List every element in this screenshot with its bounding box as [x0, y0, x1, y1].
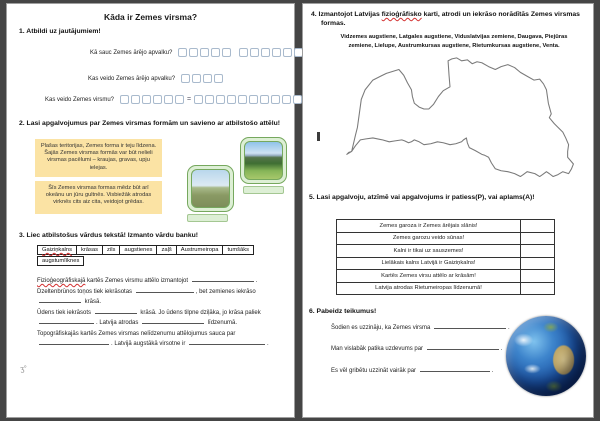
- letter-box[interactable]: [214, 74, 223, 83]
- word-bank-cell: tumšāks: [223, 246, 254, 255]
- word-bank-row: [38, 257, 84, 266]
- mountains-image-frame[interactable]: [240, 137, 287, 184]
- letter-box-group: [194, 95, 313, 104]
- blank-line[interactable]: [189, 339, 265, 345]
- blank-line[interactable]: [95, 308, 137, 314]
- statement-cell: Zemes garozu veido sūnas!: [337, 232, 521, 245]
- plains-image-frame[interactable]: [187, 165, 234, 212]
- fill-text: Ūdens tiek iekrāsots: [37, 309, 92, 316]
- word-bank-cell: Austrumeiropa: [176, 246, 223, 255]
- question-row-3: [45, 94, 313, 105]
- statement-cell: Lielākais kalns Latvijā ir Gaiziņkalns!: [337, 257, 521, 270]
- plains-photo: [191, 169, 230, 208]
- blank-line[interactable]: [427, 344, 499, 350]
- letter-box[interactable]: [153, 95, 162, 104]
- table-row: [337, 282, 555, 295]
- fill-text: krāsā.: [84, 299, 102, 305]
- letter-box[interactable]: [164, 95, 173, 104]
- earth-globe-image: [506, 316, 586, 396]
- letter-box[interactable]: [189, 48, 198, 57]
- letter-box[interactable]: [203, 74, 212, 83]
- section-5-header: 5. Lasi apgalvoju, atzīmē vai apgalvojums ir patiess(P), vai aplams(A)!: [309, 194, 535, 201]
- plains-image-bar: [187, 214, 228, 222]
- section-3-header: 3. Liec atbilstošus vārdus tekstā! Izmanto vārdu banku!: [19, 232, 199, 239]
- blank-line[interactable]: [434, 323, 506, 329]
- letter-box[interactable]: [192, 74, 201, 83]
- letter-box[interactable]: [205, 95, 214, 104]
- letter-box[interactable]: [120, 95, 129, 104]
- header-text: karti, atrodi un iekrāso norādītās Zemes virsmas formas.: [321, 11, 580, 27]
- fill-text: Dzeltenbrūnos toņos tiek iekrāsotas: [37, 288, 133, 295]
- section-1-header: 1. Atbildi uz jautājumiem!: [19, 28, 101, 35]
- letter-box[interactable]: [239, 48, 248, 57]
- sentence-text: Es vēl gribētu uzzināt vairāk par: [331, 368, 417, 374]
- section-6-header: 6. Pabeidz teikumus!: [309, 308, 377, 315]
- sentence-text: Man vislabāk patika uzdevums par: [331, 346, 424, 352]
- word-bank-row2: [37, 256, 84, 266]
- letter-box[interactable]: [216, 95, 225, 104]
- equals-sign: =: [187, 96, 192, 103]
- sentence-line-3: [331, 366, 493, 374]
- letter-box[interactable]: [250, 48, 259, 57]
- word-bank-cell: Gaiziņkalns: [38, 246, 77, 255]
- sentence-line-1: [331, 323, 510, 331]
- page-title: Kāda ir Zemes virsma?: [103, 12, 198, 22]
- blank-line[interactable]: [142, 318, 204, 324]
- letter-box-group: [181, 74, 223, 83]
- table-row: [337, 232, 555, 245]
- letter-box-group: [178, 48, 231, 57]
- sentence-line-2: [331, 344, 502, 352]
- latvia-map-outline[interactable]: [315, 56, 585, 190]
- letter-box[interactable]: [272, 48, 281, 57]
- letter-box[interactable]: [293, 95, 302, 104]
- letter-box[interactable]: [200, 48, 209, 57]
- blank-line[interactable]: [136, 287, 194, 293]
- landforms-word-list: Vidzemes augstiene, Latgales augstiene, Viduslatvijas zemiene, Daugava, Piejūras zemiene, Lielupe, Austrumkursas augstiene, Rietumkursas augstiene, Venta.: [340, 34, 568, 49]
- statement-cell: Zemes garoza ir Zemes ārējais slānis!: [337, 220, 521, 233]
- letter-box[interactable]: [283, 48, 292, 57]
- letter-box[interactable]: [194, 95, 203, 104]
- fill-in-text: [37, 276, 279, 350]
- answer-cell[interactable]: [521, 282, 555, 295]
- answer-cell[interactable]: [521, 270, 555, 283]
- answer-cell[interactable]: [521, 257, 555, 270]
- table-row: [337, 270, 555, 283]
- true-false-table: [336, 219, 555, 295]
- statement-cell: Latvija atrodas Rietumeiropas līdzenumā!: [337, 282, 521, 295]
- question-3-label: Kas veido Zemes virsmu?: [45, 96, 115, 103]
- letter-box[interactable]: [261, 48, 270, 57]
- sentence-end: .: [491, 368, 494, 374]
- letter-box[interactable]: [282, 95, 291, 104]
- letter-box[interactable]: [227, 95, 236, 104]
- sentence-end: .: [508, 325, 510, 331]
- question-row-1: [90, 47, 303, 58]
- fill-text: , bet zemienes iekrāso: [195, 288, 256, 295]
- word-bank: [37, 245, 254, 255]
- mountains-photo: [244, 141, 283, 180]
- blank-line[interactable]: [420, 366, 490, 372]
- misspelled-word: fizioģrāfisko: [381, 11, 422, 18]
- fill-text: . Latvija atrodas: [96, 320, 139, 326]
- question-2-label: Kas veido Zemes ārējo apvalku?: [88, 75, 176, 82]
- word-bank-cell: zaļš: [157, 246, 176, 255]
- answer-cell[interactable]: [521, 220, 555, 233]
- letter-box[interactable]: [238, 95, 247, 104]
- sentence-text: Šodien es uzzināju, ka Zemes virsma: [331, 325, 431, 331]
- worksheet-page-left: [7, 4, 294, 417]
- letter-box[interactable]: [211, 48, 220, 57]
- blank-line[interactable]: [39, 297, 81, 303]
- letter-box[interactable]: [175, 95, 184, 104]
- question-row-2: [88, 73, 223, 84]
- letter-box[interactable]: [222, 48, 231, 57]
- table-row: [337, 220, 555, 233]
- fill-text: kartēs Zemes virsmu attēlo izmantojot: [85, 278, 189, 284]
- word-bank-cell: augstienes: [120, 246, 157, 255]
- fill-text: krāsā. Jo ūdens tilpne dziļāka, jo krāsa paliek: [140, 309, 261, 316]
- statement-card-mountains[interactable]: Šīs Zemes virsmas formas mēdz būt arī okeānu un jūru gultnēs. Visbiežāk atrodas virknēs cits aiz cita, veidojot grēdas.: [35, 181, 162, 214]
- answer-cell[interactable]: [521, 245, 555, 258]
- misspelled-word: Fizioģeogrāfiskajā: [37, 278, 86, 284]
- worksheet-page-right: [303, 4, 593, 417]
- pencil-mark: ʒ°: [19, 363, 28, 374]
- letter-box[interactable]: [131, 95, 140, 104]
- blank-line[interactable]: [39, 339, 109, 345]
- blank-line[interactable]: [192, 276, 254, 282]
- statement-cell: Kalni ir tikai uz sauszemes!: [337, 245, 521, 258]
- header-text: 4. Izmantojot Latvijas: [311, 11, 382, 18]
- table-row: [337, 245, 555, 258]
- question-1-label: Kā sauc Zemes ārējo apvalku?: [90, 49, 173, 56]
- letter-box[interactable]: [142, 95, 151, 104]
- letter-box-group: [120, 95, 184, 104]
- fill-text: līdzenumā.: [207, 320, 238, 326]
- word-bank-cell: krāsas: [76, 246, 102, 255]
- letter-box-group: [239, 48, 303, 57]
- statement-cell: Kartēs Zemes virsu attēlo ar krāsām!: [337, 270, 521, 283]
- statement-card-plains[interactable]: Plašas teritorijas, Zemes forma ir teju līdzena. Šajās Zemes virsmas formās var būt nelieli virsmas pacēlumi – kraujas, gravas, upju ielejas.: [35, 139, 162, 177]
- letter-box[interactable]: [181, 74, 190, 83]
- section-4-header: [311, 10, 587, 28]
- fill-text: .: [255, 278, 258, 284]
- section-2-header: 2. Lasi apgalvojumus par Zemes virsmas formām un savieno ar atbilstošo attēlu!: [19, 120, 281, 127]
- blank-line[interactable]: [39, 318, 94, 324]
- mountains-image-bar: [243, 186, 284, 194]
- answer-cell[interactable]: [521, 232, 555, 245]
- word-bank-cell: augstumlīknes: [38, 257, 84, 266]
- letter-box[interactable]: [178, 48, 187, 57]
- sentence-end: .: [500, 346, 503, 352]
- letter-box[interactable]: [271, 95, 280, 104]
- word-bank-cell: zils: [103, 246, 120, 255]
- fill-text: Topogrāfiskajās kartēs Zemes virsmas nelīdzenumu attēlojumus sauca par: [37, 330, 236, 337]
- word-bank-row: [38, 246, 254, 255]
- table-row: [337, 257, 555, 270]
- letter-box[interactable]: [260, 95, 269, 104]
- fill-text: . Latvijā augstākā virsotne ir: [111, 341, 186, 347]
- fill-text: .: [267, 341, 269, 347]
- letter-box[interactable]: [249, 95, 258, 104]
